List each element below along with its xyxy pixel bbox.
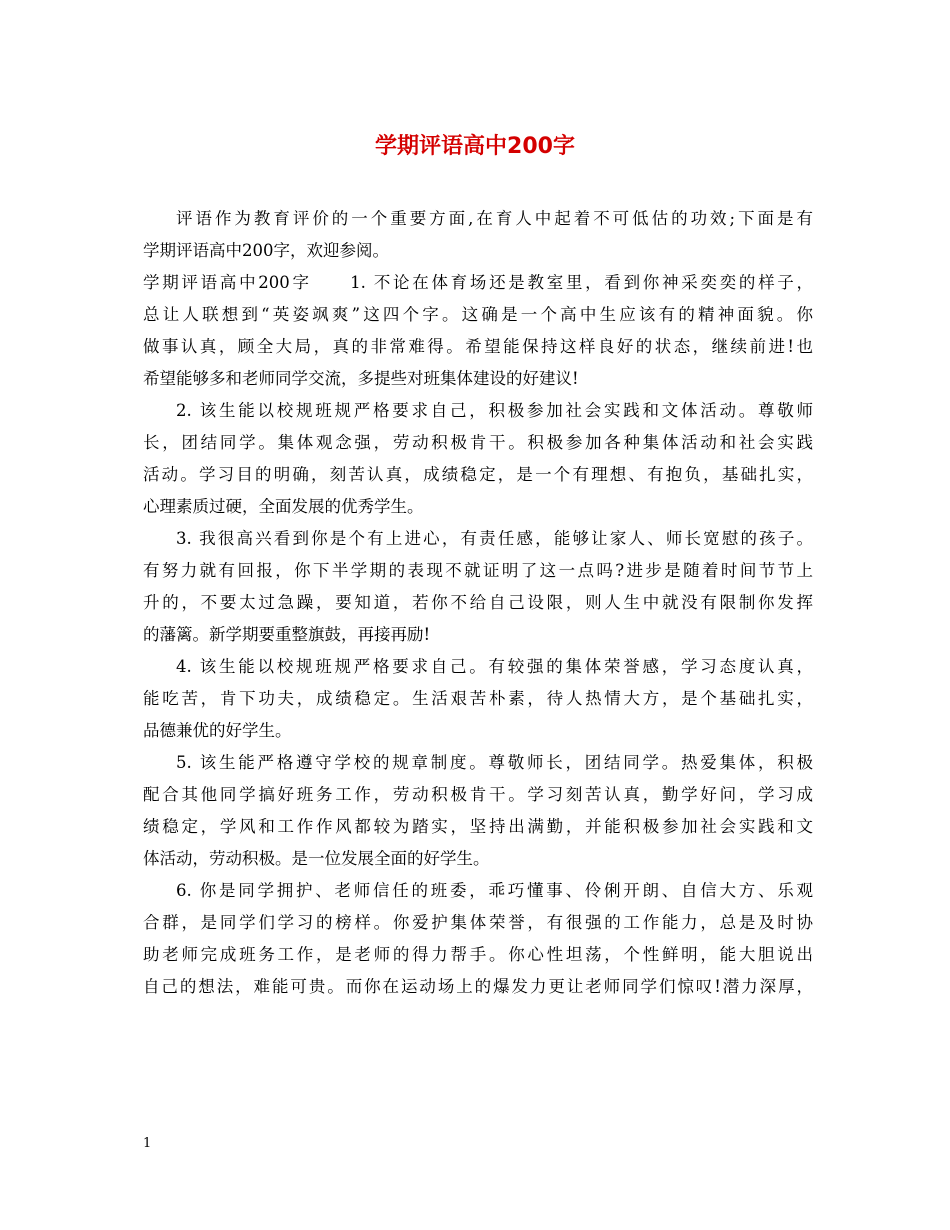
body-line: 希望能够多和老师同学交流，多提些对班集体建设的好建议! (143, 369, 579, 388)
body-line: 合群，是同学们学习的榜样。你爱护集体荣誉，有很强的工作能力，总是及时协 (143, 913, 813, 932)
body-line: 心理素质过硬，全面发展的优秀学生。 (143, 497, 424, 516)
body-line: 配合其他同学搞好班务工作，劳动积极肯干。学习刻苦认真，勤学好问，学习成 (143, 785, 813, 804)
body-line: 助老师完成班务工作，是老师的得力帮手。你心性坦荡，个性鲜明，能大胆说出 (143, 945, 813, 964)
body-line: 5. 该生能严格遵守学校的规章制度。尊敬师长，团结同学。热爱集体，积极 (176, 753, 813, 772)
body-line: 能吃苦，肯下功夫，成绩稳定。生活艰苦朴素，待人热情大方，是个基础扎实， (143, 689, 813, 708)
body-line: 绩稳定，学风和工作作风都较为踏实，坚持出满勤，并能积极参加社会实践和文 (143, 817, 813, 836)
body-line: 3. 我很高兴看到你是个有上进心，有责任感，能够让家人、师长宽慰的孩子。 (176, 529, 813, 548)
document-title: 学期评语高中200字 (375, 134, 575, 159)
body-line: 的藩篱。新学期要重整旗鼓，再接再励! (143, 625, 431, 644)
body-line: 自己的想法，难能可贵。而你在运动场上的爆发力更让老师同学们惊叹!潜力深厚， (143, 977, 813, 996)
body-line: 做事认真，顾全大局，真的非常难得。希望能保持这样良好的状态，继续前进!也 (143, 337, 813, 356)
page-number: 1 (143, 1136, 152, 1151)
body-line: 长，团结同学。集体观念强，劳动积极肯干。积极参加各种集体活动和社会实践 (143, 433, 813, 452)
body-line: 4. 该生能以校规班规严格要求自己。有较强的集体荣誉感，学习态度认真， (176, 657, 813, 676)
body-line: 品德兼优的好学生。 (143, 721, 292, 740)
body-line: 6. 你是同学拥护、老师信任的班委，乖巧懂事、伶俐开朗、自信大方、乐观 (176, 881, 813, 900)
body-line: 学期评语高中200字，欢迎参阅。 (143, 241, 389, 260)
body-line: 体活动，劳动积极。是一位发展全面的好学生。 (143, 849, 490, 868)
body-line: 评语作为教育评价的一个重要方面,在育人中起着不可低估的功效;下面是有 (176, 209, 813, 228)
body-line: 活动。学习目的明确，刻苦认真，成绩稳定，是一个有理想、有抱负，基础扎实， (143, 465, 813, 484)
body-line: 升的，不要太过急躁，要知道，若你不给自己设限，则人生中就没有限制你发挥 (143, 593, 813, 612)
document-body (143, 203, 813, 1003)
body-line: 学期评语高中200字 1. 不论在体育场还是教室里，看到你神采奕奕的样子， (143, 273, 813, 292)
body-line: 2. 该生能以校规班规严格要求自己，积极参加社会实践和文体活动。尊敬师 (176, 401, 813, 420)
body-line: 总让人联想到“英姿飒爽”这四个字。这确是一个高中生应该有的精神面貌。你 (143, 305, 813, 324)
body-line: 有努力就有回报，你下半学期的表现不就证明了这一点吗?进步是随着时间节节上 (143, 561, 813, 580)
